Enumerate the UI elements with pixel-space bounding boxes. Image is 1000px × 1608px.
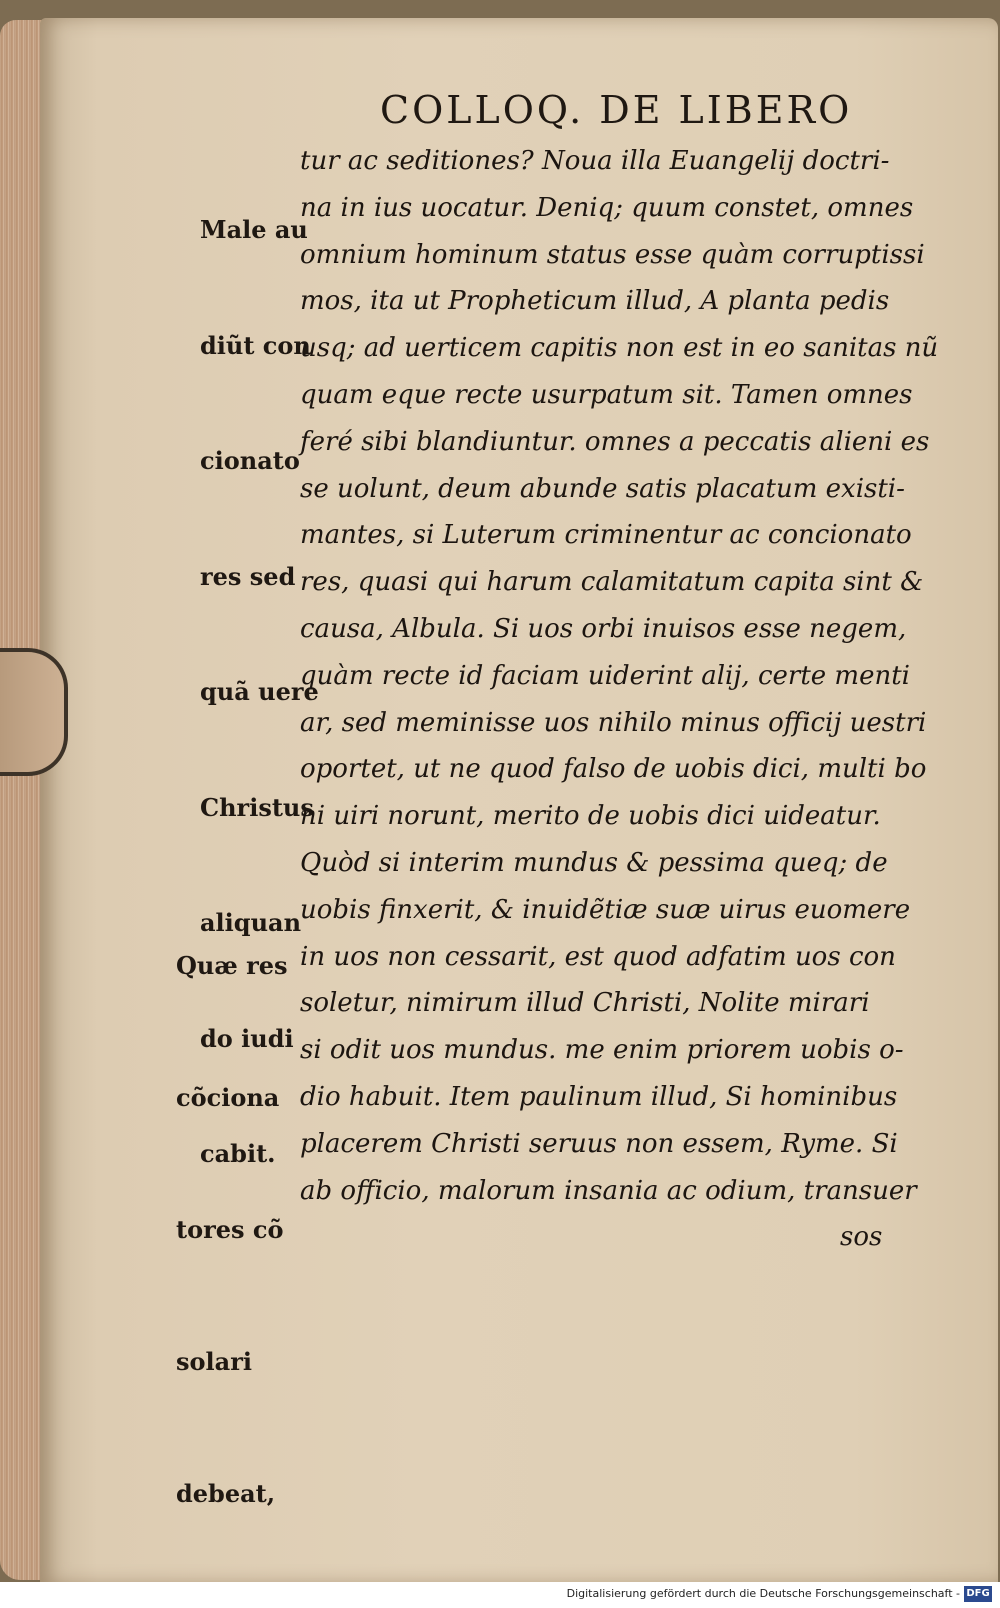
marginal-note-line: Quæ res	[176, 951, 288, 980]
marginal-note-line: cionato	[200, 446, 300, 475]
text-line: usq; ad uerticem capitis non est in eo sanitas nũ	[300, 333, 939, 364]
marginal-note-line: do iudi	[200, 1023, 294, 1053]
text-line: se uolunt, deum abunde satis placatum existi-	[300, 473, 905, 504]
text-line: ni uiri norunt, merito de uobis dici uideatur.	[300, 801, 881, 832]
text-line: mos, ita ut Propheticum illud, A planta pedis	[300, 286, 890, 317]
text-line: ab officio, malorum insania ac odium, transuer	[300, 1175, 917, 1206]
marginal-note-line: cõciona	[176, 1083, 280, 1112]
text-line: placerem Christi seruus non essem, Ryme. Si	[300, 1128, 898, 1159]
text-line: in uos non cessarit, est quod adfatim uos con	[300, 941, 896, 972]
text-line: uobis finxerit, & inuidẽtiæ suæ uirus euomere	[300, 894, 911, 925]
marginal-note-line: Christus	[200, 792, 314, 822]
marginal-note-line: res sed	[200, 561, 296, 591]
marginal-note-line: Male au	[200, 215, 308, 244]
marginal-note-line: cabit.	[200, 1139, 276, 1168]
body-text	[300, 138, 940, 1214]
dfg-logo: DFG	[964, 1586, 992, 1602]
text-line: quàm recte id faciam uiderint alij, certe menti	[300, 660, 910, 691]
marginal-note-line: tores cõ	[176, 1215, 284, 1244]
text-line: tur ac seditiones? Noua illa Euangelij doctri-	[300, 146, 890, 176]
marginal-note-2	[176, 856, 288, 1582]
funding-credit: Digitalisierung gefördert durch die Deutsche Forschungsgemeinschaft -	[566, 1587, 960, 1600]
catchword: sos	[840, 1222, 883, 1252]
running-head: COLLOQ. DE LIBERO	[380, 88, 853, 132]
marginal-note-line: aliquan	[200, 908, 302, 937]
text-line: na in ius uocatur. Deniq; quum constet, omnes	[300, 192, 914, 223]
book-clasp	[0, 648, 68, 776]
marginal-note-line: debeat,	[176, 1479, 276, 1508]
text-line: si odit uos mundus. me enim priorem uobis o-	[300, 1035, 904, 1066]
text-line: causa, Albula. Si uos orbi inuisos esse negem,	[300, 613, 907, 644]
text-line: mantes, si Luterum criminentur ac concionato	[300, 520, 912, 551]
text-line: dio habuit. Item paulinum illud, Si hominibus	[300, 1081, 898, 1112]
text-line: ar, sed meminisse uos nihilo minus officij uestri	[300, 707, 927, 738]
text-line: oportet, ut ne quod falso de uobis dici, multi bo	[300, 754, 927, 785]
text-line: quam eque recte usurpatum sit. Tamen omnes	[300, 379, 913, 410]
marginal-note-line: quã uere	[200, 677, 319, 706]
marginal-note-line: solari	[176, 1347, 252, 1376]
marginal-note-line: diũt con	[200, 330, 311, 360]
footer-bar	[0, 1582, 1000, 1608]
text-line: feré sibi blandiuntur. omnes a peccatis alieni es	[300, 426, 930, 457]
text-line: res, quasi qui harum calamitatum capita sint &	[300, 567, 924, 598]
text-line: omnium hominum status esse quàm corruptissi	[300, 239, 925, 270]
text-line: soletur, nimirum illud Christi, Nolite mirari	[300, 988, 870, 1019]
text-line: Quòd si interim mundus & pessima queq; de	[300, 847, 888, 878]
